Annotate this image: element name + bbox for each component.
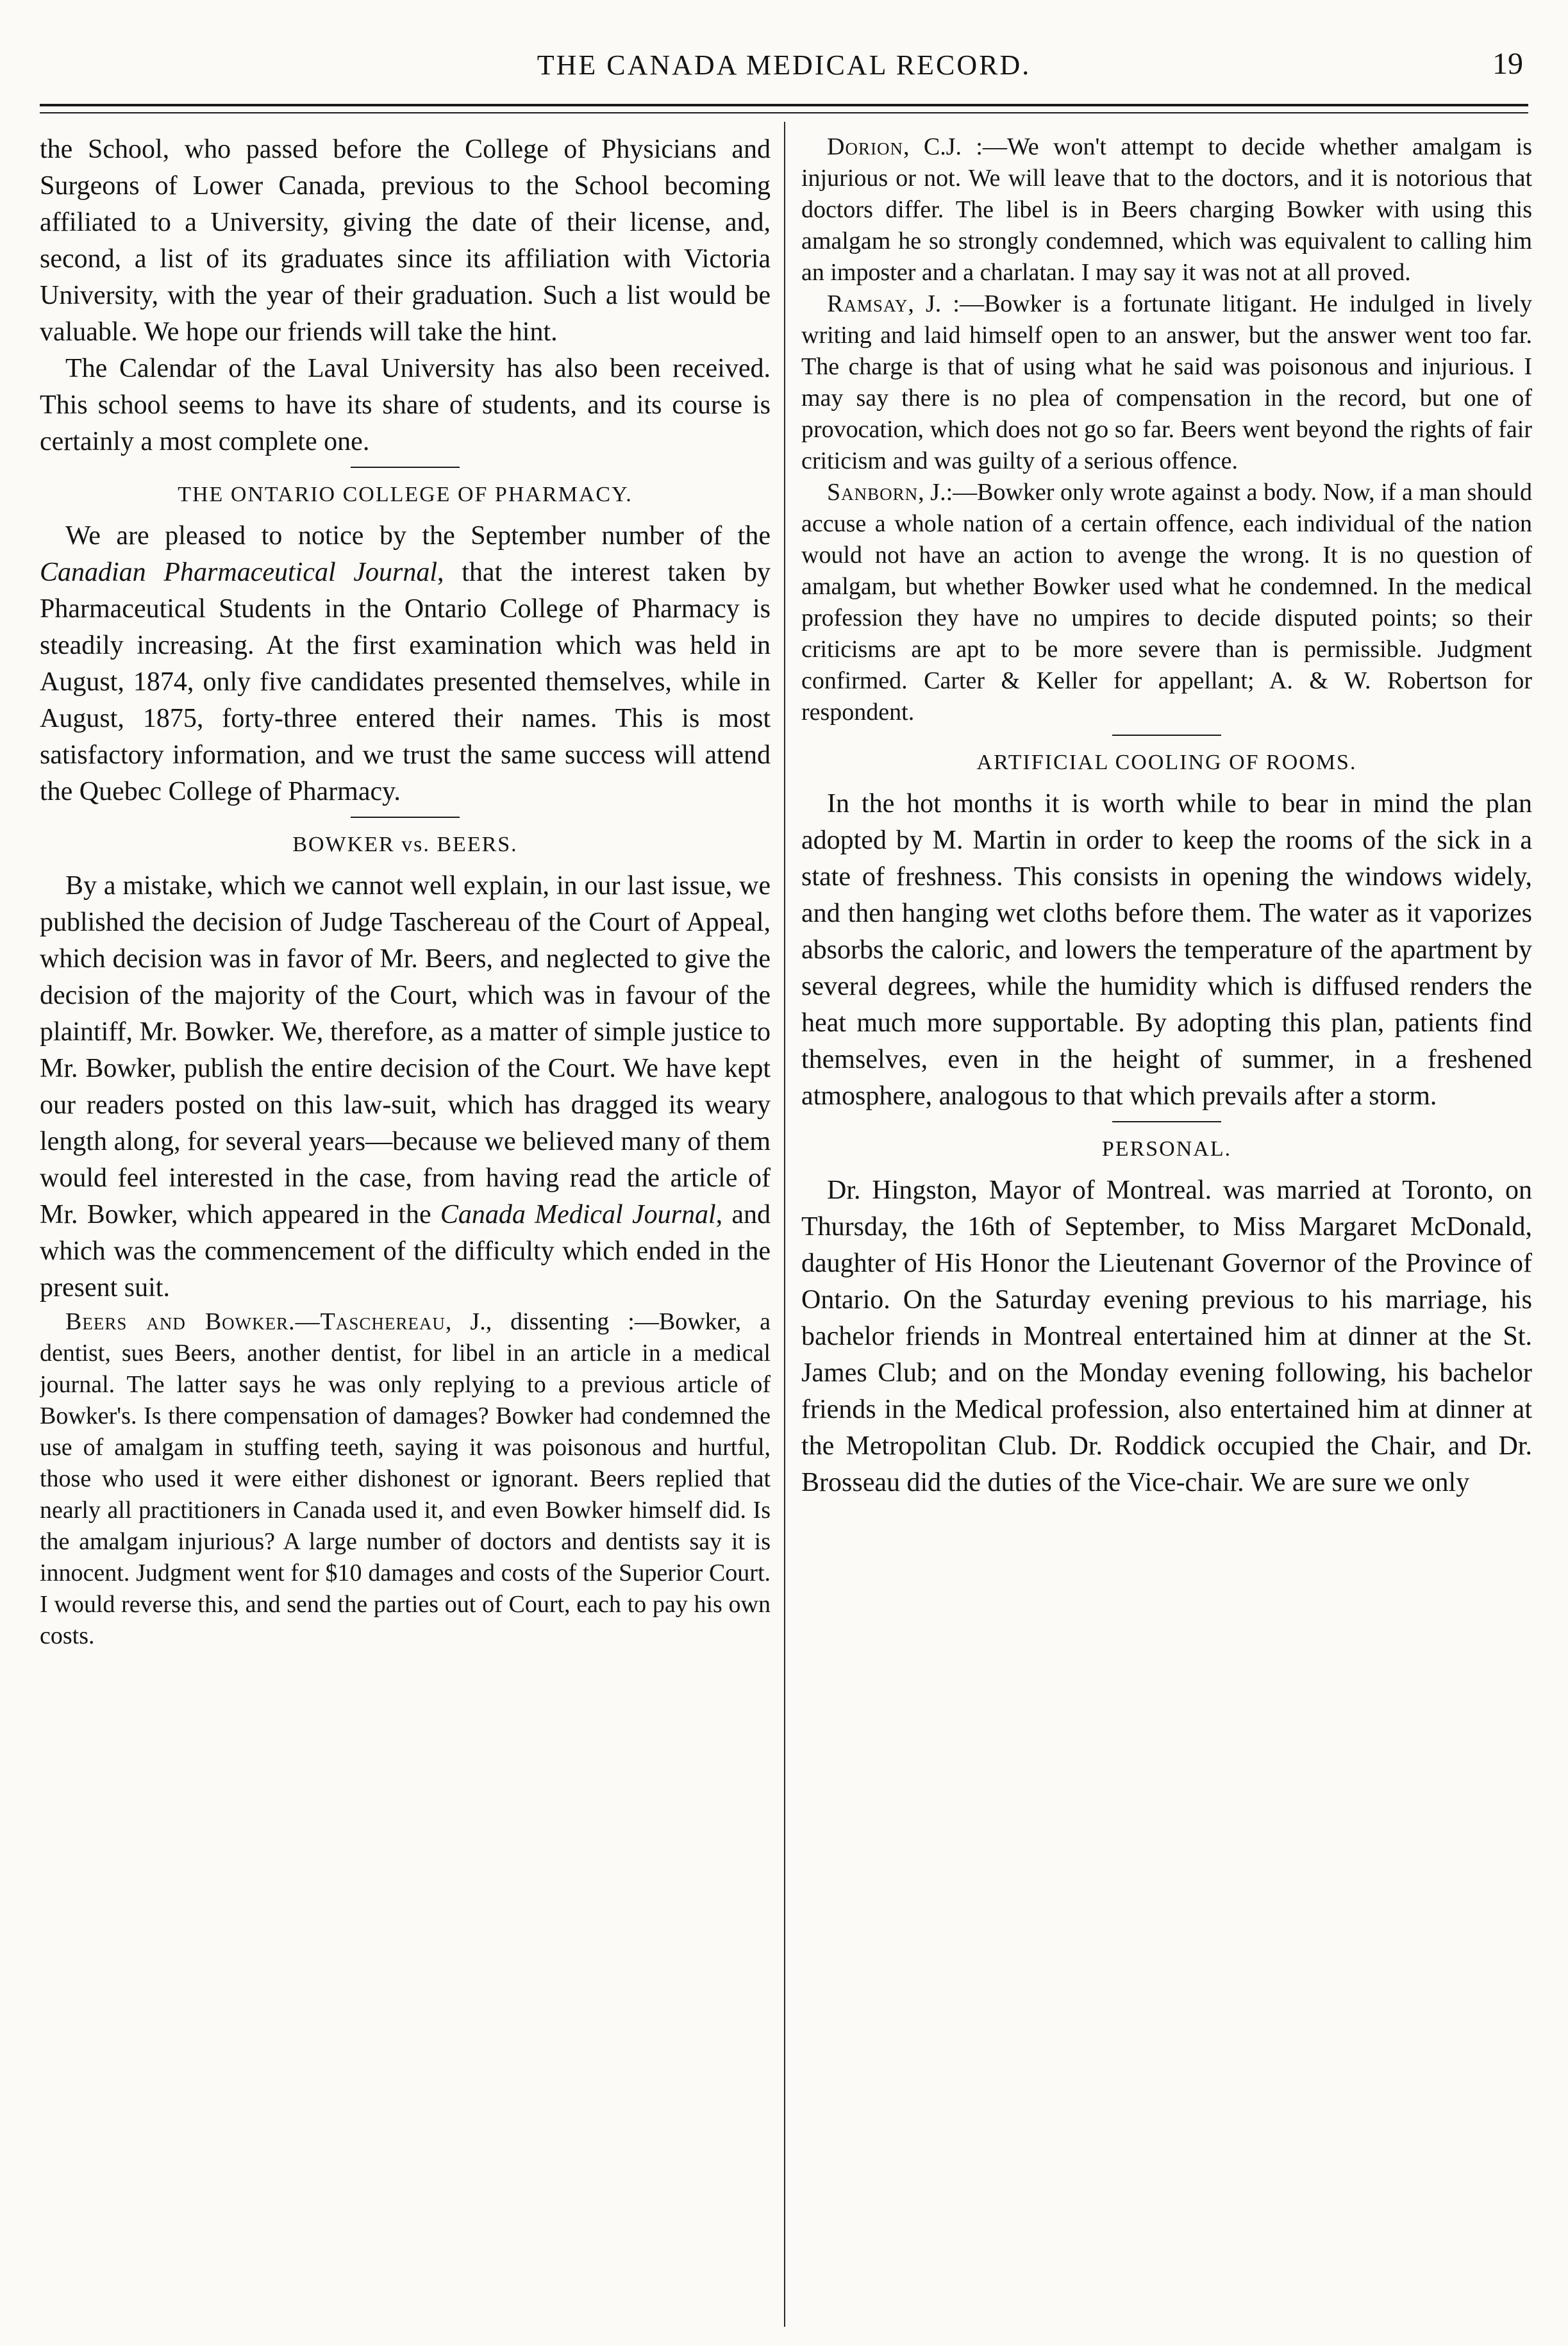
ramsay-opinion-paragraph bbox=[801, 288, 1532, 477]
section-rule bbox=[351, 467, 460, 468]
bowker-text-a: By a mistake, which we cannot well explain, in our last issue, we published the decision of Judge Taschereau of the Court of Appeal, which decision was in favor of Mr. Beers, and neglected to give the decision of the majority of the Court, which was in favour of the plaintiff, Mr. Bowker. We, therefore, as a matter of simple justice to Mr. Bowker, publish the entire decision of the Court. We have kept our readers posted on this law-suit, which has dragged its weary length along, for several years—because we believed many of them would feel interested in the case, from having read the article of Mr. Bowker, which appeared in the bbox=[40, 871, 771, 1229]
section-rule bbox=[1112, 1121, 1221, 1122]
medical-journal-title: Canada Medical Journal bbox=[440, 1200, 716, 1229]
section-rule bbox=[1112, 735, 1221, 736]
page-number: 19 bbox=[1492, 47, 1523, 81]
right-column bbox=[801, 131, 1532, 2336]
dorion-lead: Dorion bbox=[827, 133, 903, 160]
sanborn-body: , J.:—Bowker only wrote against a body. Now, if a man should accuse a whole nation of a certain offence, each individual of the nation would not have an action to avenge the wrong. It is no question of amalgam, but whether Bowker used what he condemned. In the medical profession they have no umpires to decide disputed points; so their criticisms are apt to be more severe than is permissible. Judgment confirmed. Carter & Keller for appellant; A. & W. Robertson for respondent. bbox=[801, 479, 1532, 726]
taschereau-body: , J., dissenting :—Bowker, a dentist, sues Beers, another dentist, for libel in an article in a medical journal. The latter says he was only replying to a previous article of Bowker's. Is there compensation of damages? Bowker had condemned the use of amalgam in stuffing teeth, saying it was poisonous and hurtful, those who used it were either dishonest or ignorant. Beers replied that nearly all practitioners in Canada used it, and even Bowker himself did. Is the amalgam injurious? A large number of doctors and dentists say it is innocent. Judgment went for $10 damages and costs of the Superior Court. I would reverse this, and send the parties out of Court, each to pay his own costs. bbox=[40, 1308, 771, 1649]
header-rule-thin bbox=[40, 112, 1528, 113]
ramsay-body: , J. :—Bowker is a fortunate litigant. He indulged in lively writing and laid himself open to an answer, but the answer went too far. The charge is that of using what he said was poisonous and injurious. I may say there is no plea of compensation in the record, but one of provocation, which does not go so far. Beers went beyond the rights of fair criticism and was guilty of a serious offence. bbox=[801, 290, 1532, 474]
pharmacy-paragraph bbox=[40, 518, 771, 810]
running-head: THE CANADA MEDICAL RECORD. bbox=[537, 49, 1031, 81]
pharmacy-text-b: , that the interest taken by Pharmaceutical Students in the Ontario College of Pharmacy is steadily increasing. At the first examination which was held in August, 1874, only five candidates presented themselves, while in August, 1875, forty-three entered their names. This is most satisfactory information, and we trust the same success will attend the Quebec College of Pharmacy. bbox=[40, 558, 771, 806]
pharmacy-heading: THE ONTARIO COLLEGE OF PHARMACY. bbox=[178, 483, 633, 506]
pharmacy-text-a: We are pleased to notice by the September number of the bbox=[65, 521, 771, 551]
personal-paragraph: Dr. Hingston, Mayor of Montreal. was married at Toronto, on Thursday, the 16th of September, to Miss Margaret McDonald, daughter of His Honor the Lieutenant Governor of the Province of Ontario. On the Saturday evening previous to his marriage, his bachelor friends in Montreal entertained him at dinner at the St. James Club; and on the Monday evening following, his bachelor friends in the Medical profession, also entertained him at dinner at the Metropolitan Club. Dr. Roddick occupied the Chair, and Dr. Brosseau did the duties of the Vice-chair. We are sure we only bbox=[801, 1176, 1532, 1497]
school-list-paragraph: the School, who passed before the College of Physicians and Surgeons of Lower Canada, previous to the School becoming affiliated to a University, giving the date of their license, and, second, a list of its graduates since its affiliation with Victoria University, with the year of their graduation. Such a list would be valuable. We hope our friends will take the hint. bbox=[40, 135, 771, 347]
taschereau-opinion-paragraph bbox=[40, 1306, 771, 1652]
sanborn-opinion-paragraph bbox=[801, 477, 1532, 728]
column-divider bbox=[784, 122, 785, 2327]
cooling-heading: ARTIFICIAL COOLING OF ROOMS. bbox=[976, 751, 1357, 774]
dorion-opinion-paragraph bbox=[801, 131, 1532, 288]
cooling-paragraph: In the hot months it is worth while to bear in mind the plan adopted by M. Martin in order to keep the rooms of the sick in a state of freshness. This consists in opening the windows widely, and then hanging wet cloths before them. The water as it vaporizes absorbs the caloric, and lowers the temperature of the apartment by several degrees, while the humidity which is diffused renders the heat much more supportable. By adopting this plan, patients find themselves, even in the height of summer, in a freshened atmosphere, analogous to that which prevails after a storm. bbox=[801, 789, 1532, 1111]
dorion-body: , C.J. :—We won't attempt to decide whether amalgam is injurious or not. We will leave that to the doctors, and it is notorious that doctors differ. The libel is in Beers charging Bowker with using this amalgam he so strongly condemned, which was equivalent to calling him an imposter and a charlatan. I may say it was not at all proved. bbox=[801, 133, 1532, 286]
bowker-text-b: , and which was the commencement of the difficulty which ended in the present suit. bbox=[40, 1200, 771, 1302]
header-rule-thick bbox=[40, 104, 1528, 106]
personal-heading: PERSONAL. bbox=[1101, 1137, 1232, 1161]
pharmaceutical-journal-title: Canadian Pharmaceutical Journal bbox=[40, 558, 438, 587]
bowker-beers-heading: BOWKER vs. BEERS. bbox=[292, 833, 518, 856]
left-column bbox=[40, 131, 771, 2336]
section-rule bbox=[351, 817, 460, 818]
bowker-intro-paragraph bbox=[40, 868, 771, 1306]
taschereau-lead: Beers and Bowker.—Taschereau bbox=[65, 1308, 446, 1335]
ramsay-lead: Ramsay bbox=[827, 290, 908, 317]
sanborn-lead: Sanborn bbox=[827, 479, 919, 506]
laval-calendar-paragraph: The Calendar of the Laval University has also been received. This school seems to have its share of students, and its course is certainly a most complete one. bbox=[40, 354, 771, 456]
